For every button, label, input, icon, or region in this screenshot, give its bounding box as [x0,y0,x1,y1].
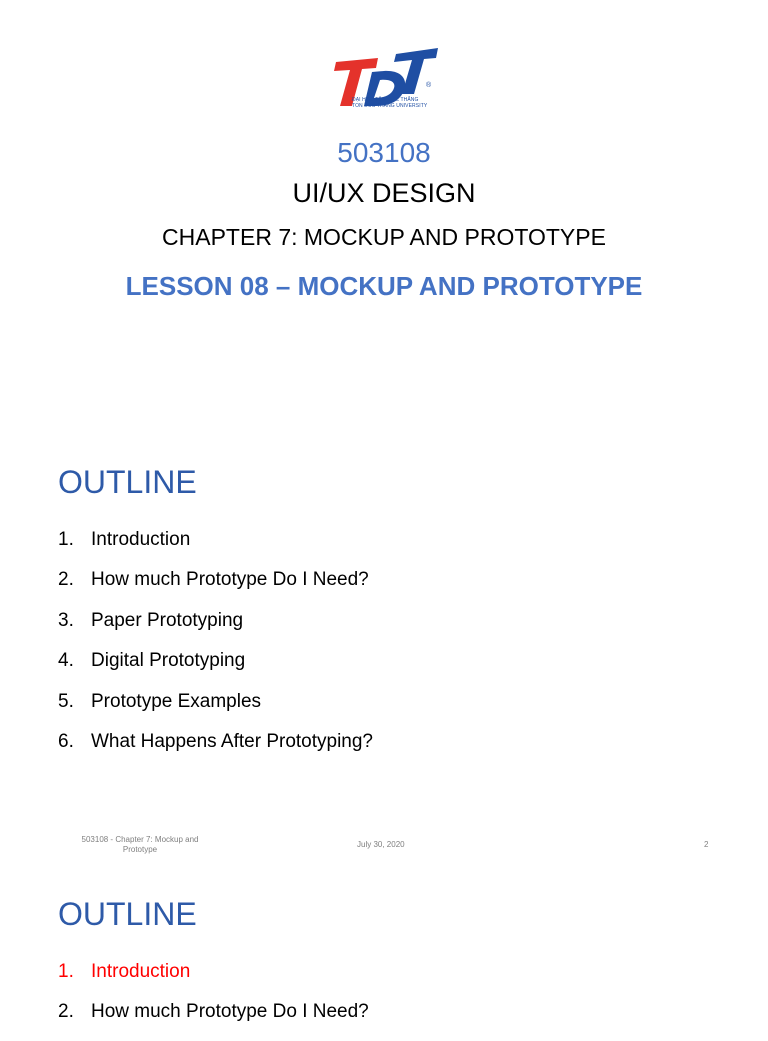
footer-page-number: 2 [704,840,709,849]
list-item-active: 1. Introduction [58,961,191,982]
registered-mark: ® [426,82,432,89]
outline-list [58,528,373,770]
outline-title: OUTLINE [58,896,197,932]
outline-title: OUTLINE [58,464,197,500]
footer-date: July 30, 2020 [357,840,405,849]
title-slide [0,0,768,360]
list-item: 5. Prototype Examples [58,690,262,712]
footer-course: 503108 - Chapter 7: Mockup and Prototype [81,835,199,854]
course-code: 503108 [337,137,431,168]
list-item: 3. Paper Prototyping [58,609,244,631]
logo-caption: ĐẠI HỌC TÔN ĐỨC THẮNG TON DUC THANG UNIVERSITY [352,97,428,109]
lesson-title: LESSON 08 – MOCKUP AND PROTOTYPE [125,271,643,301]
list-item: 6. What Happens After Prototyping? [58,730,373,752]
course-title: UI/UX DESIGN [292,178,476,208]
outline-slide-current [0,872,768,1024]
list-item: 2. How much Prototype Do I Need? [58,1001,369,1023]
list-item: 1. Introduction [58,529,191,550]
chapter-title: CHAPTER 7: MOCKUP AND PROTOTYPE [162,224,606,250]
list-item: 4. Digital Prototyping [58,650,246,672]
list-item: 2. How much Prototype Do I Need? [58,569,369,591]
outline-slide [0,432,768,872]
outline-list [58,960,369,1041]
